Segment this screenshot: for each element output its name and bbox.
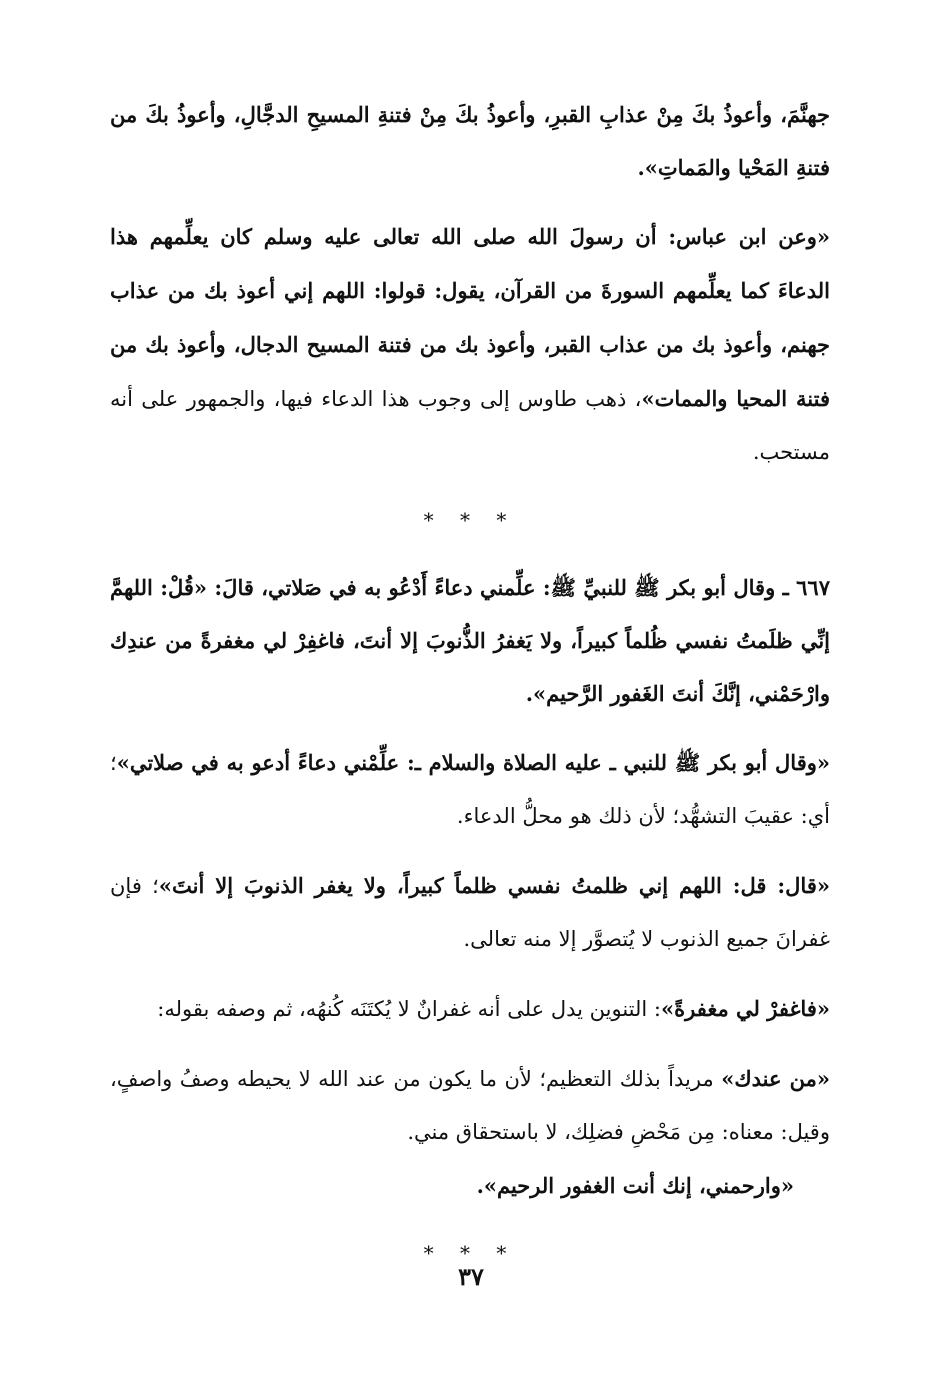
commentary-abu-bakr-quote: «وقال أبو بكر ﷺ للنبي ـ عليه الصلاة والسلام ـ: علِّمْني دعاءً أدعو به في صلاتي» (116, 750, 830, 775)
section-divider-stars: * * * (423, 508, 517, 532)
page-body (110, 88, 830, 1294)
ibn-abbas-quote: «وعن ابن عباس: أن رسولَ الله صلى الله تعالى عليه وسلم كان يعلِّمهم هذا الدعاءَ كما يعلِّمهم السورةَ من القرآن، يقول: قولوا: اللهم إني أعوذ بك من عذاب جهنم، وأعوذ بك من عذاب القبر، وأعوذ بك من فتنة المسيح الدجال، وأعوذ بك من فتنة المحيا والممات» (110, 224, 831, 411)
paragraph-ibn-abbas (110, 210, 830, 479)
commentary-min-indik-quote: «من عندك» (721, 1066, 830, 1091)
commentary-min-indik (110, 1052, 830, 1159)
commentary-abu-bakr (110, 736, 830, 843)
paragraph-hadith-end: جهنَّمَ، وأعوذُ بكَ مِنْ عذابِ القبرِ، وأعوذُ بكَ مِنْ فتنةِ المسيحِ الدجَّالِ، وأعوذُ بكَ من فتنةِ المَحْيا والمَماتِ». (110, 102, 830, 180)
commentary-abu-bakr-text: ؛ أي: عقيبَ التشهُّد؛ لأن ذلك هو محلُّ الدعاء. (110, 751, 830, 828)
commentary-zalamtu-quote: «قال: قل: اللهم إني ظلمتُ نفسي ظلماً كبيراً، ولا يغفر الذنوبَ إلا أنتَ» (158, 873, 830, 898)
ibn-abbas-commentary: ، ذهب طاوس إلى وجوب هذا الدعاء فيها، والجمهور على أنه مستحب. (110, 387, 830, 464)
page-number: ٣٧ (458, 1262, 484, 1291)
commentary-zalamtu-text: ؛ فإن غفرانَ جميع الذنوب لا يُتصوَّر إلا منه تعالى. (110, 874, 830, 951)
commentary-maghfira-text: : التنوين يدل على أنه غفرانٌ لا يُكتَنَه كُنهُه، ثم وصفه بقوله: (157, 997, 661, 1021)
commentary-maghfira (110, 982, 830, 1036)
section-divider-stars-2: * * * (423, 1241, 517, 1265)
commentary-min-indik-text: مريداً بذلك التعظيم؛ لأن ما يكون من عند الله لا يحيطه وصفُ واصفٍ، وقيل: معناه: مِن مَحْضِ فضلِك، لا باستحقاق مني. (110, 1067, 830, 1144)
hadith-667: ٦٦٧ ـ وقال أبو بكر ﷺ للنبيِّ ﷺ: علِّمني دعاءً أَدْعُو به في صَلاتي، قالَ: «قُلْ: اللهمَّ إنِّي ظلَمتُ نفسي ظُلماً كبيراً، ولا يَغفرُ الذُّنوبَ إلا أنتَ، فاغفِرْ لي مغفرةً من عندِك وارْحَمْني، إنَّكَ أنتَ الغَفور الرَّحيم». (110, 575, 830, 706)
commentary-warhamni: «وارحمني، إنك أنت الغفور الرحيم». (476, 1173, 794, 1198)
commentary-maghfira-quote: «فاغفرْ لي مغفرةً» (661, 996, 830, 1021)
commentary-zalamtu (110, 859, 830, 966)
